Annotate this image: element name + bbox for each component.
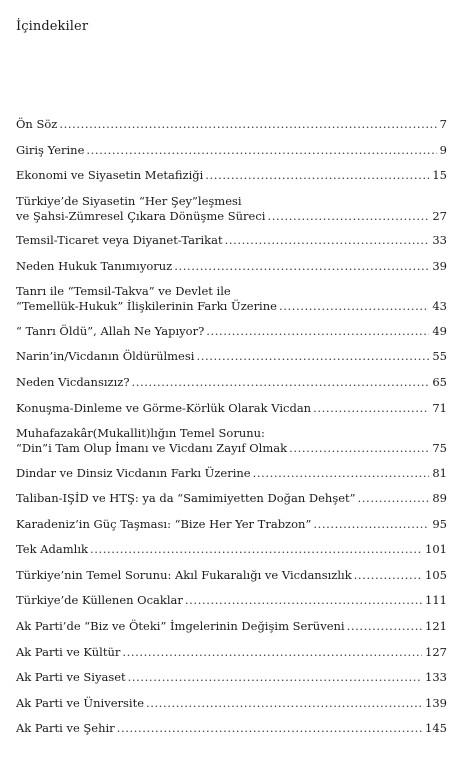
toc-entry-page-number: 75	[432, 441, 447, 456]
toc-entry-page-number: 65	[432, 374, 447, 389]
dot-leader	[358, 491, 430, 506]
toc-entry-title	[16, 194, 265, 224]
toc-entry-title	[16, 593, 183, 608]
page-title: İçindekiler	[16, 19, 89, 34]
toc-entry-title	[16, 491, 356, 506]
toc-entry-title	[16, 619, 345, 634]
toc-entry-page-number: 121	[425, 619, 447, 634]
dot-leader	[206, 324, 429, 339]
toc-entry[interactable]	[16, 284, 447, 314]
toc-entry-title-line: Giriş Yerine	[16, 142, 85, 157]
toc-entry-title-line: Karadeniz’in Güç Taşması: “Bize Her Yer Trabzon”	[16, 516, 312, 531]
toc-entry-title-line: Dindar ve Dinsiz Vicdanın Farkı Üzerine	[16, 465, 251, 480]
toc-entry-title-line: Ekonomi ve Siyasetin Metafiziği	[16, 168, 204, 183]
toc-entry-title	[16, 259, 172, 274]
dot-leader	[313, 517, 429, 532]
dot-leader	[205, 168, 429, 183]
toc-entry[interactable]	[16, 721, 447, 736]
toc-entry-title	[16, 233, 223, 248]
dot-leader	[86, 143, 436, 158]
toc-entry[interactable]	[16, 324, 447, 339]
toc-entry[interactable]	[16, 593, 447, 608]
dot-leader	[313, 401, 429, 416]
toc-entry-page-number: 101	[425, 542, 447, 557]
toc-entry[interactable]	[16, 233, 447, 248]
toc-entry-page-number: 127	[425, 644, 447, 659]
toc-entry-title	[16, 466, 251, 481]
toc-entry[interactable]	[16, 542, 447, 557]
toc-entry-title-line: Muhafazakâr(Mukallit)lığın Temel Sorunu:	[16, 426, 265, 441]
dot-leader	[128, 670, 422, 685]
toc-entry[interactable]	[16, 117, 447, 132]
toc-entry-page-number: 71	[432, 400, 447, 415]
toc-entry-page-number: 33	[432, 233, 447, 248]
toc-entry[interactable]	[16, 645, 447, 660]
dot-leader	[122, 645, 422, 660]
toc-entry-title	[16, 324, 204, 339]
toc-entry-page-number: 89	[432, 491, 447, 506]
toc-entry-title-line: Ak Parti ve Kültür	[16, 644, 121, 659]
dot-leader	[225, 233, 430, 248]
toc-entry-title-line: Türkiye’nin Temel Sorunu: Akıl Fukaralığı ve Vicdansızlık	[16, 567, 352, 582]
toc-entry-title-line: Ön Söz	[16, 117, 58, 131]
toc-entry-title	[16, 117, 57, 132]
toc-entry-title-line: Temsil-Ticaret veya Diyanet-Tarikat	[16, 233, 223, 248]
dot-leader	[289, 441, 429, 456]
toc-entry[interactable]	[16, 168, 447, 183]
toc-entry-title-line: Ak Parti ve Üniversite	[16, 695, 144, 710]
toc-entry[interactable]	[16, 426, 447, 456]
toc-entry-title-line: Konuşma-Dinleme ve Görme-Körlük Olarak Vicdan	[16, 400, 312, 415]
toc-entry[interactable]	[16, 194, 447, 224]
toc-entry-page-number: 55	[432, 349, 447, 364]
dot-leader	[59, 117, 436, 132]
toc-entry-title-line: “Temellük-Hukuk” İlişkilerinin Farkı Üzerine	[16, 299, 277, 314]
table-of-contents	[16, 117, 447, 747]
toc-entry-page-number: 39	[432, 258, 447, 273]
toc-entry[interactable]	[16, 143, 447, 158]
dot-leader	[196, 349, 429, 364]
dot-leader	[117, 721, 422, 736]
toc-entry[interactable]	[16, 375, 447, 390]
toc-entry[interactable]	[16, 670, 447, 685]
toc-entry-title-line: Tek Adamlık	[16, 542, 88, 557]
toc-entry-page-number: 43	[432, 299, 447, 314]
toc-entry-title	[16, 517, 311, 532]
toc-entry[interactable]	[16, 491, 447, 506]
toc-entry-title-line: Ak Parti ve Siyaset	[16, 670, 126, 685]
toc-entry[interactable]	[16, 259, 447, 274]
toc-entry-title	[16, 721, 115, 736]
toc-entry-page-number: 7	[439, 117, 447, 131]
toc-entry-title	[16, 670, 126, 685]
toc-entry-title-line: Neden Vicdansızız?	[16, 374, 130, 389]
toc-entry[interactable]	[16, 517, 447, 532]
toc-entry-page-number: 145	[425, 721, 447, 736]
toc-entry-title-line: ve Şahsi-Zümresel Çıkara Dönüşme Süreci	[16, 208, 266, 223]
toc-entry-page-number: 105	[425, 567, 447, 582]
toc-entry-title-line: Narin’in/Vicdanın Öldürülmesi	[16, 349, 195, 364]
toc-entry-page-number: 139	[425, 695, 447, 710]
dot-leader	[185, 593, 422, 608]
toc-entry[interactable]	[16, 466, 447, 481]
dot-leader	[253, 466, 430, 481]
toc-entry-page-number: 9	[439, 142, 447, 157]
dot-leader	[267, 209, 429, 224]
toc-entry-title-line: Türkiye’de Siyasetin “Her Şey”leşmesi	[16, 193, 242, 208]
toc-entry-title-line: Tanrı ile “Temsil-Takva” ve Devlet ile	[16, 284, 231, 299]
dot-leader	[174, 259, 429, 274]
toc-entry-title-line: “ Tanrı Öldü”, Allah Ne Yapıyor?	[16, 323, 205, 338]
toc-entry-page-number: 49	[432, 323, 447, 338]
toc-entry-title	[16, 542, 88, 557]
toc-entry[interactable]	[16, 568, 447, 583]
toc-entry-page-number: 27	[432, 208, 447, 223]
toc-entry-page-number: 111	[425, 593, 447, 608]
toc-entry-title	[16, 284, 277, 314]
toc-entry-page-number: 133	[425, 670, 447, 685]
toc-entry-title	[16, 645, 120, 660]
toc-entry[interactable]	[16, 349, 447, 364]
toc-entry-title	[16, 375, 129, 390]
toc-entry-title-line: Ak Parti ve Şehir	[16, 721, 115, 736]
dot-leader	[131, 375, 429, 390]
toc-entry-title-line: Türkiye’de Küllenen Ocaklar	[16, 593, 183, 608]
toc-entry-title-line: Neden Hukuk Tanımıyoruz	[16, 258, 173, 273]
dot-leader	[347, 619, 422, 634]
toc-entry-title	[16, 168, 203, 183]
toc-entry-page-number: 15	[432, 168, 447, 183]
toc-entry-title-line: Taliban-IŞİD ve HTŞ: ya da “Samimiyetten Doğan Dehşet”	[16, 491, 356, 506]
toc-entry[interactable]	[16, 696, 447, 711]
dot-leader	[90, 542, 422, 557]
dot-leader	[354, 568, 422, 583]
toc-entry-page-number: 81	[432, 465, 447, 480]
toc-entry-title	[16, 401, 311, 416]
toc-entry-title	[16, 426, 287, 456]
toc-entry-title-line: Ak Parti’de “Biz ve Öteki” İmgelerinin Değişim Serüveni	[16, 619, 345, 634]
toc-entry-title	[16, 696, 144, 711]
toc-entry-title	[16, 568, 352, 583]
toc-entry[interactable]	[16, 401, 447, 416]
toc-entry-title	[16, 349, 194, 364]
toc-entry-title	[16, 143, 84, 158]
toc-entry-title-line: “Din”i Tam Olup İmanı ve Vicdanı Zayıf Olmak	[16, 441, 288, 456]
toc-entry-page-number: 95	[432, 516, 447, 531]
dot-leader	[146, 696, 422, 711]
toc-entry[interactable]	[16, 619, 447, 634]
dot-leader	[279, 299, 429, 314]
